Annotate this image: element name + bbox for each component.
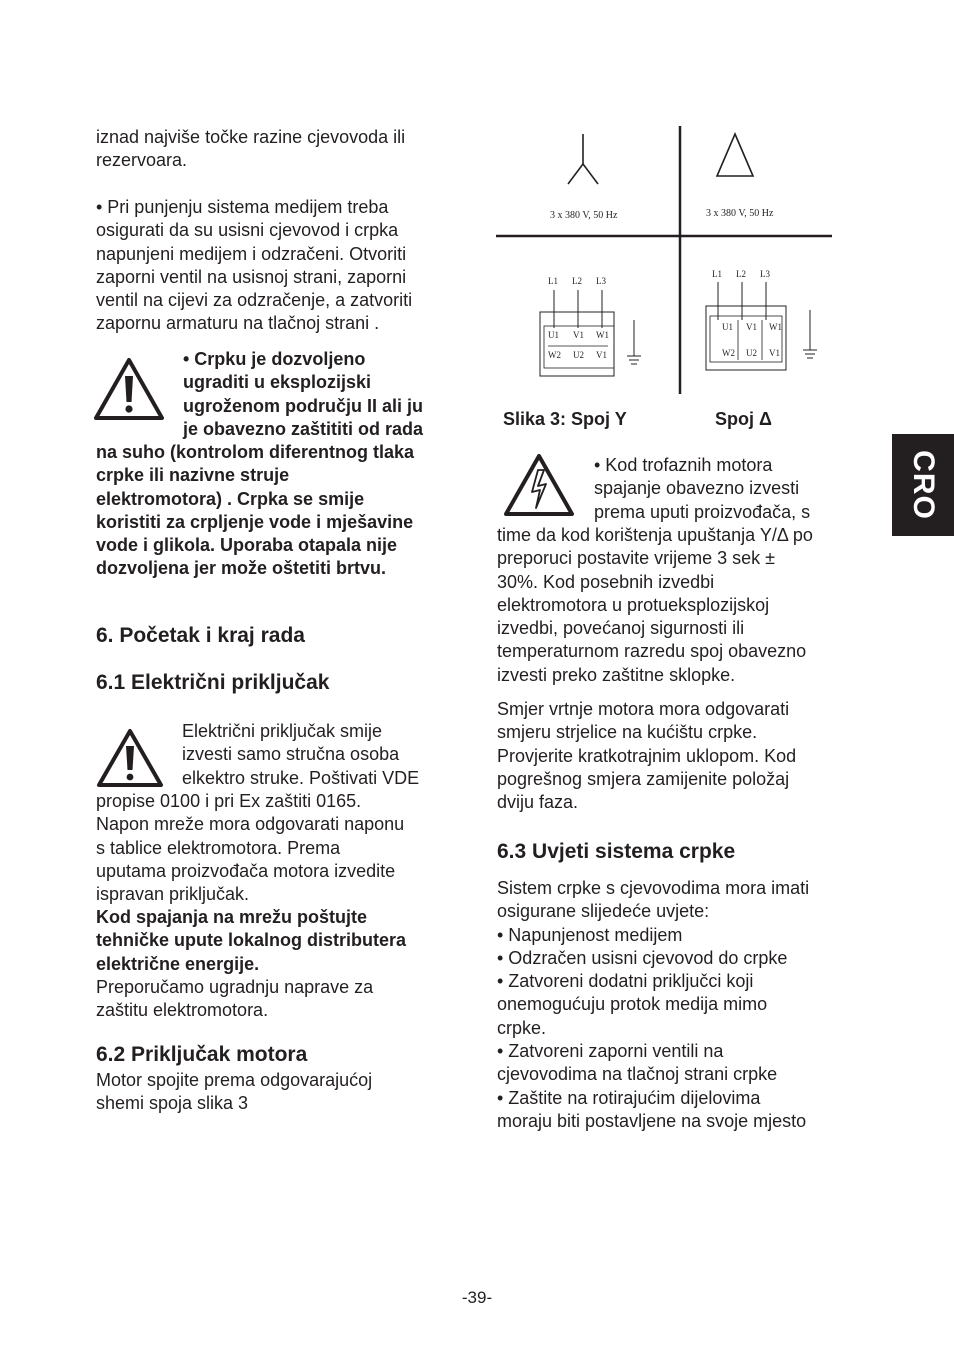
- motor-connection-text: [96, 1069, 372, 1116]
- warning-triangle-icon: [92, 356, 166, 422]
- text-line: cjevovodima na tlačnoj strani crpke: [497, 1064, 778, 1085]
- svg-text:L3: L3: [596, 276, 606, 286]
- text-line: spajanje obavezno izvesti: [594, 478, 800, 499]
- text-line: crpke.: [497, 1017, 547, 1038]
- text-line: osigurane slijedeće uvjete:: [497, 901, 710, 922]
- wiring-diagram: [496, 124, 836, 396]
- text-line: • Pri punjenju sistema medijem treba: [96, 197, 389, 217]
- text-line: • Zatvoreni dodatni priključci koji: [497, 971, 754, 992]
- delta-terminal-box: [706, 269, 786, 370]
- text-line: elektromotora) . Crpka se smije: [96, 488, 365, 509]
- three-phase-indented: [594, 454, 810, 524]
- text-line: ventil na cijevi za odzračenje, a zatvoriti: [96, 290, 413, 311]
- text-line: 30%. Kod posebnih izvedbi: [497, 571, 715, 592]
- text-line: • Zaštite na rotirajućim dijelovima: [497, 1087, 761, 1108]
- text-line: zapornu armaturu na tlačnoj strani .: [96, 313, 380, 334]
- pump-system-conditions: [497, 877, 809, 1133]
- svg-text:L1: L1: [548, 276, 558, 286]
- text-line: elektromotora u protueksplozijskoj: [497, 594, 770, 615]
- text-line: prema uputi proizvođača, s: [594, 501, 811, 522]
- filling-paragraph: [96, 196, 412, 336]
- text-line: preporuci postavite vrijeme 3 sek ±: [497, 548, 775, 569]
- text-line: je obavezno zaštititi od rada: [183, 418, 424, 439]
- star-symbol-icon: [568, 134, 598, 184]
- figure-caption-delta: Spoj Δ: [715, 409, 772, 429]
- text-line: time da kod korištenja upuštanja Y/Δ po: [497, 525, 813, 545]
- text-line: osigurati da su usisni cjevovod i crpka: [96, 220, 399, 241]
- text-line: shemi spoja slika 3: [96, 1093, 249, 1114]
- text-line: Provjerite kratkotrajnim uklopom. Kod: [497, 745, 797, 766]
- ground-icon: [627, 320, 641, 364]
- text-line: Sistem crpke s cjevovodima mora imati: [497, 878, 810, 898]
- text-line: iznad najviše točke razine cjevovoda ili: [96, 127, 406, 147]
- text-line: ugroženom području II ali ju: [183, 395, 424, 416]
- text-line: temperaturnom razredu spoj obavezno: [497, 641, 807, 662]
- text-line: pogrešnog smjera zamijenite položaj: [497, 768, 790, 789]
- text-line: Napon mreže mora odgovarati naponu: [96, 814, 405, 835]
- text-line: onemogućuju protok medija mimo: [497, 994, 768, 1015]
- text-line: uputama proizvođača motora izvedite: [96, 860, 396, 881]
- electric-connection-text: [96, 790, 404, 906]
- figure-caption-star: Slika 3: Spoj Y: [503, 409, 627, 429]
- section-6-3-title: 6.3 Uvjeti sistema crpke: [497, 840, 736, 863]
- text-line: s tablice elektromotora. Prema: [96, 837, 341, 858]
- svg-text:L1: L1: [712, 269, 722, 279]
- text-line: zaporni ventil na usisnoj strani, zaporni: [96, 266, 407, 287]
- text-line: izvesti preko zaštitne sklopke.: [497, 664, 736, 685]
- page-number: -39-: [461, 1288, 493, 1307]
- text-line: crpke ili nazivne struje: [96, 465, 290, 486]
- text-line: Preporučamo ugradnju naprave za: [96, 977, 374, 997]
- section-6-title: 6. Početak i kraj rada: [96, 624, 305, 647]
- text-line: • Zatvoreni zaporni ventili na: [497, 1041, 724, 1062]
- svg-text:V1: V1: [746, 322, 757, 332]
- ground-icon: [803, 310, 817, 358]
- svg-text:V1: V1: [596, 350, 607, 360]
- text-line: propise 0100 i pri Ex zaštiti 0165.: [96, 791, 362, 811]
- text-line: elkektro struke. Poštivati VDE: [182, 767, 420, 788]
- language-tab: CRO: [892, 434, 954, 536]
- explosion-warning-indented: [183, 348, 423, 441]
- svg-text:L2: L2: [572, 276, 582, 286]
- text-line: Električni priključak smije: [182, 721, 383, 741]
- text-line: izvedbi, povećanoj sigurnosti ili: [497, 618, 745, 639]
- rotation-direction-text: [497, 698, 796, 814]
- text-line: tehničke upute lokalnog distributera: [96, 930, 407, 951]
- svg-text:W2: W2: [722, 348, 735, 358]
- text-line: moraju biti postavljene na svoje mjesto: [497, 1110, 807, 1131]
- text-line: Kod spajanja na mrežu poštujte: [96, 907, 368, 927]
- text-line: Motor spojite prema odgovarajućoj: [96, 1070, 373, 1090]
- intro-paragraph: [96, 126, 405, 173]
- motor-protection-note: [96, 976, 373, 1023]
- text-line: ispravan priključak.: [96, 884, 250, 905]
- svg-text:L2: L2: [736, 269, 746, 279]
- electric-connection-indented: [182, 720, 419, 790]
- text-line: električne energije.: [96, 953, 260, 974]
- svg-text:U1: U1: [548, 330, 559, 340]
- text-line: dviju faza.: [497, 792, 579, 813]
- text-line: smjeru strjelice na kućištu crpke.: [497, 722, 758, 743]
- text-line: Smjer vrtnje motora mora odgovarati: [497, 699, 790, 719]
- svg-text:U1: U1: [722, 322, 733, 332]
- star-terminal-box: [540, 276, 614, 376]
- text-line: koristiti za crpljenje vode i mješavine: [96, 511, 414, 532]
- text-line: zaštitu elektromotora.: [96, 1000, 269, 1021]
- text-line: • Kod trofaznih motora: [594, 455, 773, 475]
- svg-text:L3: L3: [760, 269, 770, 279]
- explosion-warning-text: [96, 441, 414, 581]
- voltage-label-delta: 3 x 380 V, 50 Hz: [706, 208, 774, 219]
- text-line: izvesti samo stručna osoba: [182, 744, 400, 765]
- section-6-1-title: 6.1 Električni priključak: [96, 671, 330, 694]
- text-line: • Napunjenost medijem: [497, 924, 683, 945]
- text-line: na suho (kontrolom diferentnog tlaka: [96, 442, 415, 462]
- section-6-2-title: 6.2 Priključak motora: [96, 1043, 308, 1066]
- text-line: napunjeni medijem i odzračeni. Otvoriti: [96, 243, 407, 264]
- delta-symbol-icon: [717, 134, 753, 176]
- text-line: vode i glikola. Uporaba otapala nije: [96, 535, 398, 556]
- svg-text:W1: W1: [769, 322, 782, 332]
- text-line: • Crpku je dozvoljeno: [183, 349, 366, 369]
- svg-text:U2: U2: [746, 348, 757, 358]
- three-phase-text: [497, 524, 813, 687]
- electrical-hazard-icon: [502, 452, 576, 518]
- text-line: dozvoljena jer može oštetiti brtvu.: [96, 558, 387, 579]
- voltage-label-star: 3 x 380 V, 50 Hz: [550, 210, 618, 221]
- electric-distributor-note: [96, 906, 406, 976]
- svg-text:V1: V1: [573, 330, 584, 340]
- text-line: ugraditi u eksplozijski: [183, 372, 372, 393]
- text-line: • Odzračen usisni cjevovod do crpke: [497, 947, 788, 968]
- svg-text:W1: W1: [596, 330, 609, 340]
- svg-text:V1: V1: [769, 348, 780, 358]
- warning-triangle-icon: [95, 727, 165, 789]
- text-line: rezervoara.: [96, 150, 188, 171]
- svg-text:W2: W2: [548, 350, 561, 360]
- svg-text:U2: U2: [573, 350, 584, 360]
